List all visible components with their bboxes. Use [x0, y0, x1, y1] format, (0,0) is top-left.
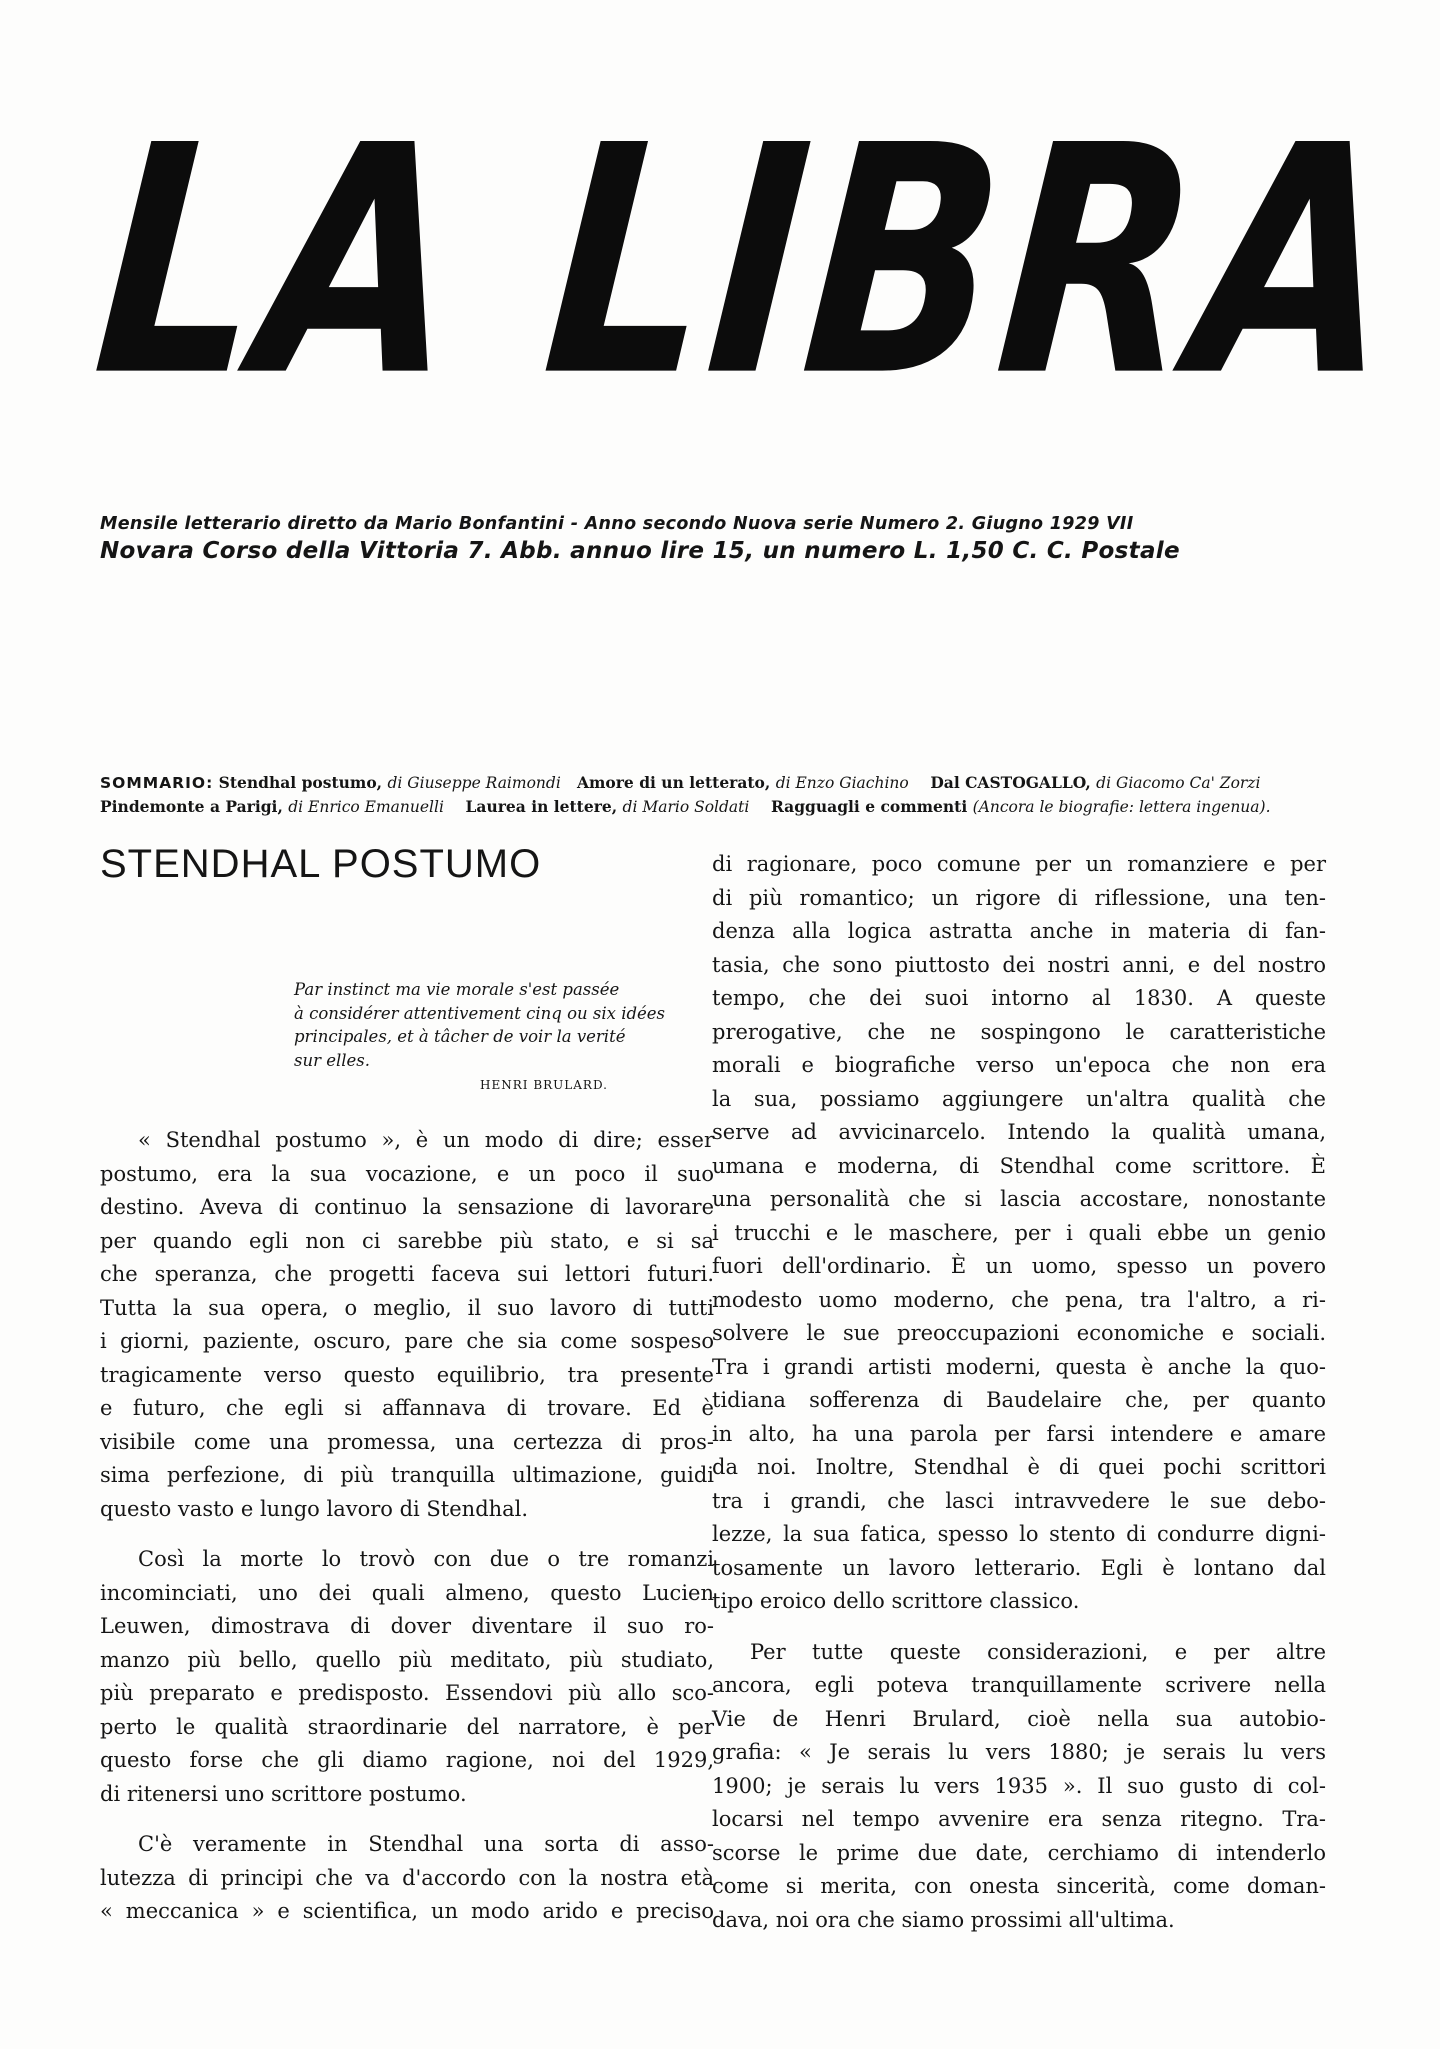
sommario-line-1 — [100, 773, 1315, 792]
publication-info-line-2: Novara Corso della Vittoria 7. Abb. annuo lire 15, un numero L. 1,50 C. C. Postale — [100, 538, 1180, 564]
text-line: per quando egli non ci sarebbe più stato, e si sa — [100, 1228, 714, 1253]
text-line: fuori dell'ordinario. È un uomo, spesso un povero — [712, 1254, 1326, 1278]
text-line: i giorni, paziente, oscuro, pare che sia come sospeso — [100, 1329, 714, 1353]
paragraph-gap — [100, 1811, 714, 1828]
text-line: tra i grandi, che lasci intravvedere le sue debo- — [712, 1488, 1326, 1513]
sommario-entry: Laurea in lettere, di Mario Soldati — [465, 797, 750, 816]
text-line: solvere le sue preoccupazioni economiche e sociali. — [712, 1321, 1326, 1345]
text-line: 1900; je serais lu vers 1935 ». Il suo gusto di col- — [712, 1773, 1326, 1798]
text-line: che speranza, che progetti faceva sui lettori futuri. — [100, 1262, 714, 1286]
text-line: visibile come una promessa, una certezza di pros- — [100, 1429, 714, 1454]
epigraph — [294, 978, 684, 1072]
text-line: dava, noi ora che siamo prossimi all'ultima. — [712, 1907, 1175, 1932]
sommario-entry: Amore di un letterato, di Enzo Giachino — [577, 773, 909, 792]
text-line: come si merita, con onesta sincerità, come doman- — [712, 1874, 1326, 1898]
text-line: Così la morte lo trovò con due o tre romanzi — [138, 1547, 714, 1571]
paragraph-gap — [712, 1619, 1326, 1636]
sommario-entry: Stendhal postumo, di Giuseppe Raimondi — [218, 773, 561, 792]
paragraph-gap — [100, 1526, 714, 1543]
epigraph-line: Par instinct ma vie morale s'est passée — [294, 980, 620, 999]
sommario-line-2 — [100, 797, 1315, 816]
epigraph-line: sur elles. — [294, 1050, 371, 1070]
sommario-entry: Ragguagli e commenti (Ancora le biografie: lettera ingenua). — [770, 797, 1271, 816]
text-line: tosamente un lavoro letterario. Egli è lontano dal — [712, 1555, 1326, 1580]
text-line: in alto, ha una parola per farsi intendere e amare — [712, 1421, 1326, 1446]
text-line: prerogative, che ne sospingono le caratteristiche — [712, 1019, 1326, 1044]
text-line: tragicamente verso questo equilibrio, tra presente — [100, 1362, 714, 1387]
text-line: più preparato e predisposto. Essendovi più allo sco- — [100, 1681, 714, 1705]
text-line: tasia, che sono piuttosto dei nostri anni, e del nostro — [712, 952, 1326, 977]
sommario-entry: Dal CASTOGALLO, di Giacomo Ca' Zorzi — [930, 773, 1261, 792]
text-line: di più romantico; un rigore di riflessione, una ten- — [712, 885, 1326, 910]
text-line: di ritenersi uno scrittore postumo. — [100, 1781, 467, 1806]
text-line: ancora, egli poteva tranquillamente scrivere nella — [712, 1673, 1326, 1697]
paragraph — [100, 1828, 714, 1929]
text-line: tidiana sofferenza di Baudelaire che, per quanto — [712, 1388, 1326, 1412]
paragraph — [100, 1124, 714, 1526]
text-line: Vie de Henri Brulard, cioè nella sua autobio- — [712, 1706, 1326, 1731]
sommario-entry: Pindemonte a Parigi, di Enrico Emanuelli — [100, 797, 444, 816]
paragraph — [712, 848, 1326, 1619]
text-line: perto le qualità straordinarie del narratore, è per — [100, 1714, 714, 1739]
article-title: STENDHAL POSTUMO — [100, 842, 542, 886]
text-line: C'è veramente in Stendhal una sorta di asso- — [138, 1832, 714, 1856]
text-line: questo forse che gli diamo ragione, noi del 1929, — [100, 1748, 714, 1772]
epigraph-line: principales, et à tâcher de voir la verité — [294, 1027, 626, 1046]
text-line: umana e moderna, di Stendhal come scrittore. È — [712, 1153, 1326, 1178]
text-line: postumo, era la sua vocazione, e un poco il suo — [100, 1161, 714, 1186]
text-line: i trucchi e le maschere, per i quali ebbe un genio — [712, 1220, 1326, 1245]
text-line: questo vasto e lungo lavoro di Stendhal. — [100, 1496, 529, 1521]
epigraph-line: à considérer attentivement cinq ou six idées — [294, 1003, 666, 1023]
text-line: di ragionare, poco comune per un romanziere e per — [712, 852, 1326, 876]
text-line: grafia: « Je serais lu vers 1880; je serais lu vers — [712, 1740, 1326, 1764]
text-line: manzo più bello, quello più meditato, più studiato, — [100, 1647, 714, 1672]
text-line: Leuwen, dimostrava di dover diventare il suo ro- — [100, 1614, 714, 1638]
text-line: destino. Aveva di continuo la sensazione di lavorare — [100, 1195, 714, 1219]
text-line: una personalità che si lascia accostare, nonostante — [712, 1187, 1326, 1211]
text-line: locarsi nel tempo avvenire era senza ritegno. Tra- — [712, 1807, 1326, 1831]
masthead: LA LIBRA — [84, 79, 1411, 446]
paragraph — [712, 1636, 1326, 1938]
text-line: la sua, possiamo aggiungere un'altra qualità che — [712, 1086, 1326, 1111]
text-line: serve ad avvicinarcelo. Intendo la qualità umana, — [712, 1120, 1326, 1144]
text-line: da noi. Inoltre, Stendhal è di quei pochi scrittori — [712, 1455, 1326, 1479]
text-line: tempo, che dei suoi intorno al 1830. A queste — [712, 986, 1326, 1010]
text-line: incominciati, uno dei quali almeno, questo Lucien — [100, 1580, 714, 1605]
text-line: e futuro, che egli si affannava di trovare. Ed è — [100, 1396, 714, 1420]
text-line: « Stendhal postumo », è un modo di dire; esser — [138, 1128, 714, 1152]
text-line: lutezza di principi che va d'accordo con la nostra età — [100, 1865, 714, 1890]
text-line: Tra i grandi artisti moderni, questa è anche la quo- — [712, 1354, 1326, 1379]
text-line: lezze, la sua fatica, spesso lo stento di condurre digni- — [712, 1522, 1326, 1546]
sommario-label: SOMMARIO: — [100, 774, 214, 792]
text-line: « meccanica » e scientifica, un modo arido e preciso — [100, 1899, 714, 1923]
article-right-column — [712, 848, 1326, 1937]
article-left-column — [100, 1124, 714, 1929]
text-line: Tutta la sua opera, o meglio, il suo lavoro di tutti — [100, 1295, 714, 1320]
text-line: scorse le prime due date, cerchiamo di intenderlo — [712, 1840, 1326, 1865]
paragraph — [100, 1543, 714, 1811]
epigraph-source: HENRI BRULARD. — [480, 1078, 608, 1092]
text-line: Per tutte queste considerazioni, e per altre — [750, 1639, 1326, 1664]
text-line: morali e biografiche verso un'epoca che non era — [712, 1053, 1326, 1077]
publication-info-line-1: Mensile letterario diretto da Mario Bonfantini - Anno secondo Nuova serie Numero 2. Giugno 1929 VII — [100, 514, 1134, 534]
text-line: modesto uomo moderno, che pena, tra l'altro, a ri- — [712, 1287, 1326, 1312]
text-line: tipo eroico dello scrittore classico. — [712, 1589, 1080, 1613]
text-line: denza alla logica astratta anche in materia di fan- — [712, 919, 1326, 943]
text-line: sima perfezione, di più tranquilla ultimazione, guidi — [100, 1463, 714, 1487]
